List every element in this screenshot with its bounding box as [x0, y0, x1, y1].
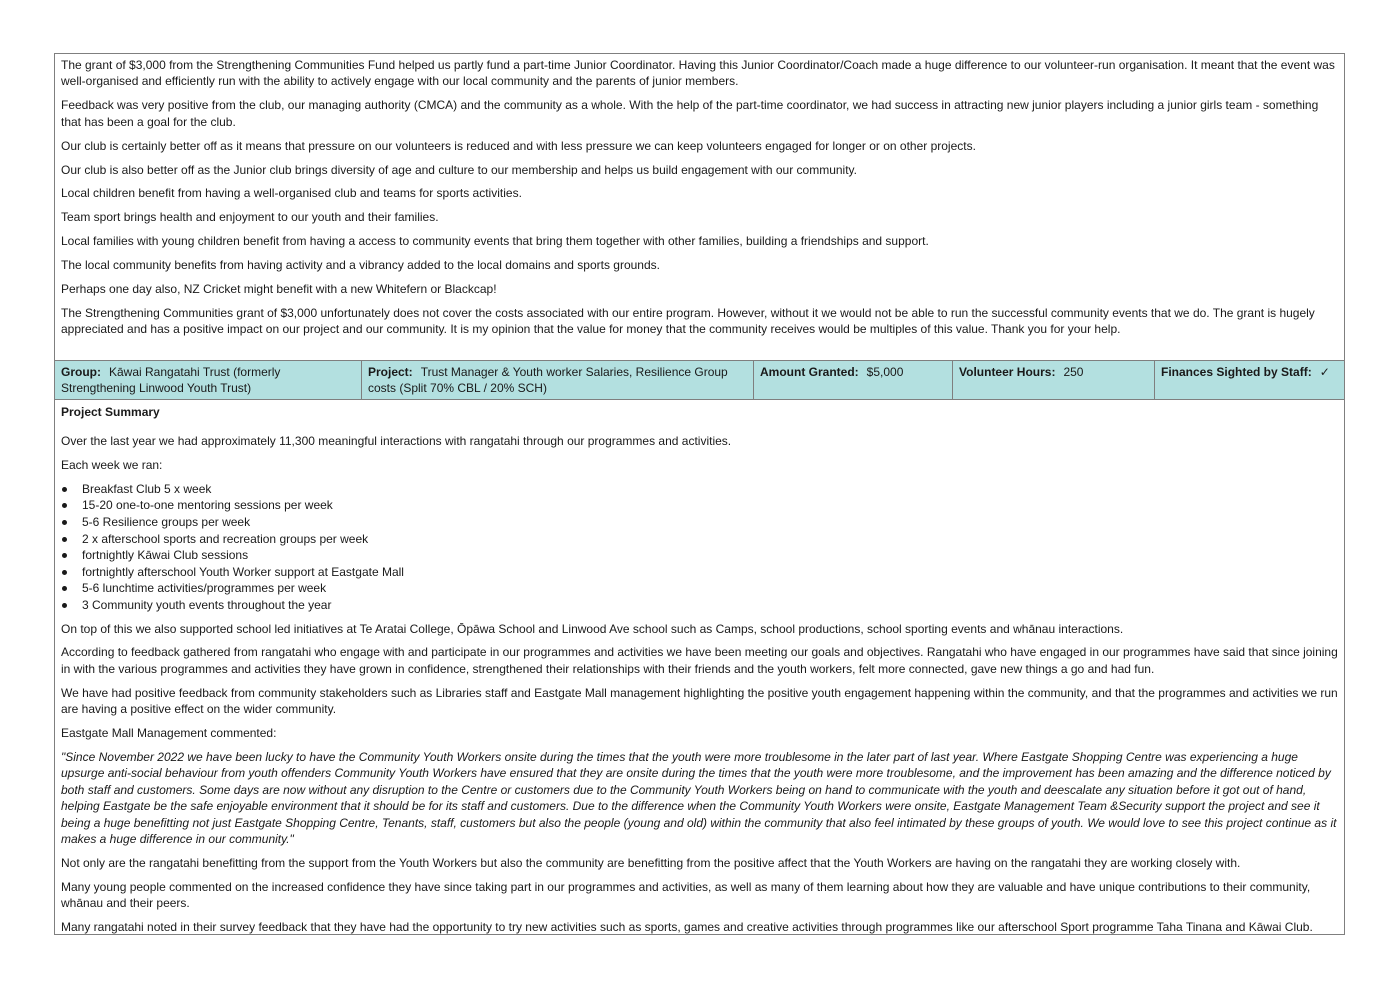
- grant-header-row: [55, 361, 1344, 400]
- group-cell: [55, 361, 362, 399]
- previous-project-feedback: [55, 54, 1344, 361]
- feedback-paragraph: The grant of $3,000 from the Strengthening Communities Fund helped us partly fund a part-time Junior Coordinator. Having this Junior Coordinator/Coach made a huge difference to our volunteer-run organisation. It meant that the event was well-organised and efficiently run with the ability to actively engage with our local community and the parents of junior members.: [61, 58, 1335, 89]
- summary-paragraph: Many rangatahi noted in their survey feedback that they have had the opportunity to try new activities such as sports, games and creative activities through programmes like our afterschool Sport programme Taha Tinana and Kāwai Club.: [61, 920, 1313, 935]
- weekly-activities-list: [61, 481, 1338, 614]
- list-item: 5-6 lunchtime activities/programmes per week: [61, 580, 1338, 597]
- list-item: 15-20 one-to-one mentoring sessions per week: [61, 497, 1338, 514]
- section-title: Project Summary: [61, 405, 160, 419]
- report-page: [54, 53, 1345, 935]
- eastgate-quote: "Since November 2022 we have been lucky to have the Community Youth Workers onsite during the times that the youth were more troublesome in the later part of last year. Where Eastgate Shopping Centre was experiencing a huge upsurge anti-social behaviour from youth offenders Community Youth Workers have ensured that they are onsite during the times that the youth were more troublesome, and the improvement has been amazing and the difference noticed by both staff and customers. Some days are now without any disruption to the Centre or customers due to the Community Youth Workers being on hand to communicate with the youth and deescalate any situation before it got out of hand, helping Eastgate be the safe enjoyable environment that it should be for its staff and customers. Due to the difference when the Community Youth Workers were onsite, Eastgate Management Team &Security support the project and see it being a huge benefitting not just Eastgate Shopping Centre, Tenants, staff, customers but also the people (young and old) within the community that also feel intimated by these groups of youth. We would love to see this project continue as it makes a huge difference in our community.": [61, 750, 1337, 847]
- feedback-paragraph: Local families with young children benefit from having a access to community events that bring them together with other families, building a friendships and support.: [61, 234, 929, 249]
- project-cell: [362, 361, 754, 399]
- finances-label: Finances Sighted by Staff:: [1161, 365, 1312, 379]
- hours-cell: [953, 361, 1155, 399]
- list-item: 5-6 Resilience groups per week: [61, 514, 1338, 531]
- group-value: Kāwai Rangatahi Trust (formerly Strengthening Linwood Youth Trust): [61, 365, 281, 395]
- list-item: 2 x afterschool sports and recreation groups per week: [61, 531, 1338, 548]
- checkmark-icon: ✓: [1319, 365, 1330, 379]
- project-label: Project:: [368, 365, 413, 379]
- each-week-label: Each week we ran:: [61, 457, 163, 472]
- feedback-paragraph: Team sport brings health and enjoyment to our youth and their families.: [61, 210, 439, 225]
- amount-value: $5,000: [866, 365, 904, 379]
- list-item: fortnightly Kāwai Club sessions: [61, 547, 1338, 564]
- list-item: Breakfast Club 5 x week: [61, 481, 1338, 498]
- project-value: Trust Manager & Youth worker Salaries, Resilience Group costs (Split 70% CBL / 20% SCH): [368, 365, 728, 395]
- finances-cell: [1155, 361, 1344, 399]
- hours-label: Volunteer Hours:: [959, 365, 1056, 379]
- summary-paragraph: On top of this we also supported school led initiatives at Te Aratai College, Ōpāwa School and Linwood Ave school such as Camps, school productions, school sporting events and whānau interactions.: [61, 621, 1124, 636]
- feedback-paragraph: The Strengthening Communities grant of $3,000 unfortunately does not cover the costs associated with our entire program. However, without it we would not be able to run the successful community events that we do. The grant is hugely appreciated and has a positive impact on our project and our community. It is my opinion that the value for money that the community receives would be multiples of this value. Thank you for your help.: [61, 305, 1315, 337]
- summary-paragraph: Not only are the rangatahi benefitting from the support from the Youth Workers but also the community are benefitting from the positive affect that the Youth Workers are having on the rangatahi they are working closely with.: [61, 855, 1241, 870]
- feedback-paragraph: Feedback was very positive from the club, our managing authority (CMCA) and the community as a whole. With the help of the part-time coordinator, we had success in attracting new junior players including a junior girls team - something that has been a goal for the club.: [61, 98, 1319, 129]
- summary-paragraph: Eastgate Mall Management commented:: [61, 726, 277, 741]
- feedback-paragraph: Local children benefit from having a well-organised club and teams for sports activities.: [61, 186, 522, 201]
- list-item: 3 Community youth events throughout the year: [61, 597, 1338, 614]
- amount-label: Amount Granted:: [760, 365, 859, 379]
- amount-cell: [754, 361, 953, 399]
- feedback-paragraph: Perhaps one day also, NZ Cricket might benefit with a new Whitefern or Blackcap!: [61, 282, 497, 297]
- feedback-paragraph: Our club is also better off as the Junior club brings diversity of age and culture to our membership and helps us build engagement with our community.: [61, 162, 857, 177]
- summary-intro: Over the last year we had approximately 11,300 meaningful interactions with rangatahi through our programmes and activities.: [61, 434, 732, 448]
- hours-value: 250: [1063, 365, 1084, 379]
- group-label: Group:: [61, 365, 101, 379]
- project-summary: [55, 400, 1344, 936]
- summary-paragraph: Many young people commented on the increased confidence they have since taking part in our programmes and activities, as well as many of them learning about how they are valuable and have unique contributions to their community, whānau and their peers.: [61, 879, 1311, 911]
- feedback-paragraph: Our club is certainly better off as it means that pressure on our volunteers is reduced and with less pressure we can keep volunteers engaged for longer or on other projects.: [61, 138, 976, 153]
- feedback-paragraph: The local community benefits from having activity and a vibrancy added to the local domains and sports grounds.: [61, 258, 660, 273]
- summary-paragraph: According to feedback gathered from rangatahi who engage with and participate in our programmes and activities we have been meeting our goals and objectives. Rangatahi who have engaged in our programmes have said that since joining in with the various programmes and activities they have grown in confidence, strengthened their relationships with their friends and the youth workers, felt more connected, gave new things a go and had fun.: [61, 645, 1338, 676]
- summary-paragraph: We have had positive feedback from community stakeholders such as Libraries staff and Eastgate Mall management highlighting the positive youth engagement happening within the community, and that the programmes and activities we run are having a positive effect on the wider community.: [61, 685, 1338, 717]
- list-item: fortnightly afterschool Youth Worker support at Eastgate Mall: [61, 564, 1338, 581]
